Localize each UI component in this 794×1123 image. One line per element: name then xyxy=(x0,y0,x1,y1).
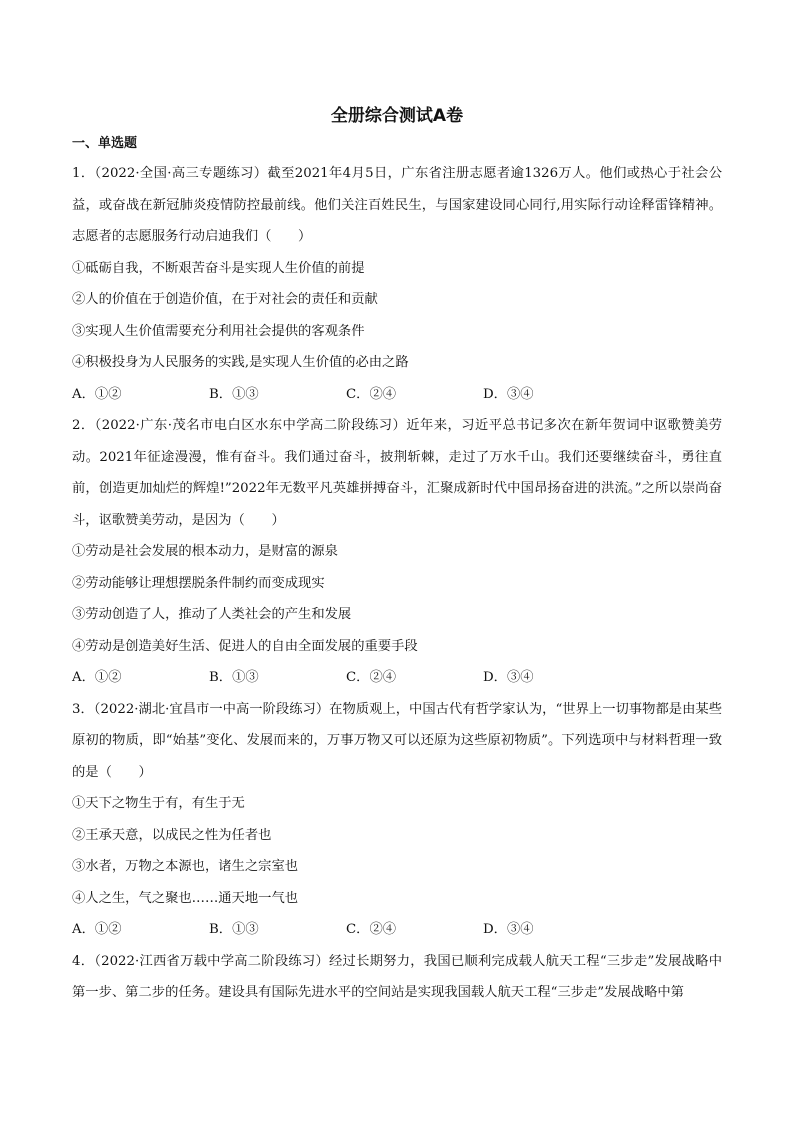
statement-option: ②人的价值在于创造价值，在于对社会的责任和贡献 xyxy=(72,292,378,307)
statement-option: ①砥砺自我，不断艰苦奋斗是实现人生价值的前提 xyxy=(72,260,365,276)
answer-choice[interactable]: A．①② xyxy=(72,386,122,402)
answer-choice[interactable]: A．①② xyxy=(72,670,122,685)
answer-choice[interactable]: D．③④ xyxy=(483,922,534,937)
answer-choice[interactable]: A．①② xyxy=(72,922,122,937)
statement-option: ③水者，万物之本源也，诸生之宗室也 xyxy=(72,859,299,874)
statement-option: ④人之生，气之聚也……通天地一气也 xyxy=(72,890,299,906)
answer-choice[interactable]: C．②④ xyxy=(346,670,397,685)
statement-option: ①天下之物生于有，有生于无 xyxy=(72,796,245,811)
answer-choices xyxy=(72,662,722,694)
answer-choice[interactable]: B．①③ xyxy=(209,670,259,685)
section-heading: 一、单选题 xyxy=(72,136,138,151)
question-stem: 2．（2022·广东·茂名市电白区水东中学高二阶段练习）近年来，习近平总书记多次在新年贺词中讴歌赞美劳动。2021年征途漫漫，惟有奋斗。我们通过奋斗，披荆斩棘，走过了万水千山。我们还要继续奋斗，勇往直前，创造更加灿烂的辉煌!”2022年无数平凡英雄拼搏奋斗，汇聚成新时代中国昂扬奋进的洪流。”之所以崇尚奋斗，讴歌赞美劳动，是因为（ ） xyxy=(72,418,722,528)
answer-choice[interactable]: B．①③ xyxy=(209,386,259,402)
question-stem: 1．（2022·全国·高三专题练习）截至2021年4月5日，广东省注册志愿者逾1326万人。他们或热心于社会公益，或奋战在新冠肺炎疫情防控最前线。他们关注百姓民生，与国家建设同心同行,用实际行动诠释雷锋精神。志愿者的志愿服务行动启迪我们（ ） xyxy=(72,166,722,244)
answer-choice[interactable]: B．①③ xyxy=(209,922,259,937)
answer-choices xyxy=(72,914,722,946)
statement-option: ②王承天意，以成民之性为任者也 xyxy=(72,827,272,843)
statement-option: ③劳动创造了人，推动了人类社会的产生和发展 xyxy=(72,607,352,622)
question-block xyxy=(72,946,722,1009)
question-stem: 3．（2022·湖北·宜昌市一中高一阶段练习）在物质观上，中国古代有哲学家认为，“世界上一切事物都是由某些原初的物质，即“始基”变化、发展而来的，万事万物又可以还原为这些原初物质”。下列选项中与材料哲理一致的是（ ） xyxy=(72,701,722,780)
answer-choice[interactable]: C．②④ xyxy=(346,922,397,937)
page-title: 全册综合测试A卷 xyxy=(330,106,464,126)
statement-option: ④积极投身为人民服务的实践,是实现人生价值的必由之路 xyxy=(72,355,409,370)
statement-option: ①劳动是社会发展的根本动力，是财富的源泉 xyxy=(72,544,338,559)
question-block xyxy=(72,158,722,410)
answer-choices xyxy=(72,379,722,411)
statement-option: ③实现人生价值需要充分利用社会提供的客观条件 xyxy=(72,323,365,339)
question-block xyxy=(72,694,722,946)
answer-choice[interactable]: D．③④ xyxy=(483,670,534,685)
statement-option: ②劳动能够让理想摆脱条件制约而变成现实 xyxy=(72,575,325,591)
question-block xyxy=(72,410,722,694)
answer-choice[interactable]: C．②④ xyxy=(346,386,397,402)
statement-option: ④劳动是创造美好生活、促进人的自由全面发展的重要手段 xyxy=(72,638,418,654)
answer-choice[interactable]: D．③④ xyxy=(483,386,534,402)
question-list xyxy=(72,158,722,1009)
question-stem: 4．（2022·江西省万载中学高二阶段练习）经过长期努力，我国已顺利完成载人航天工程“三步走”发展战略中第一步、第二步的任务。建设具有国际先进水平的空间站是实现我国载人航天工程“三步走”发展战略中第 xyxy=(72,953,722,1000)
